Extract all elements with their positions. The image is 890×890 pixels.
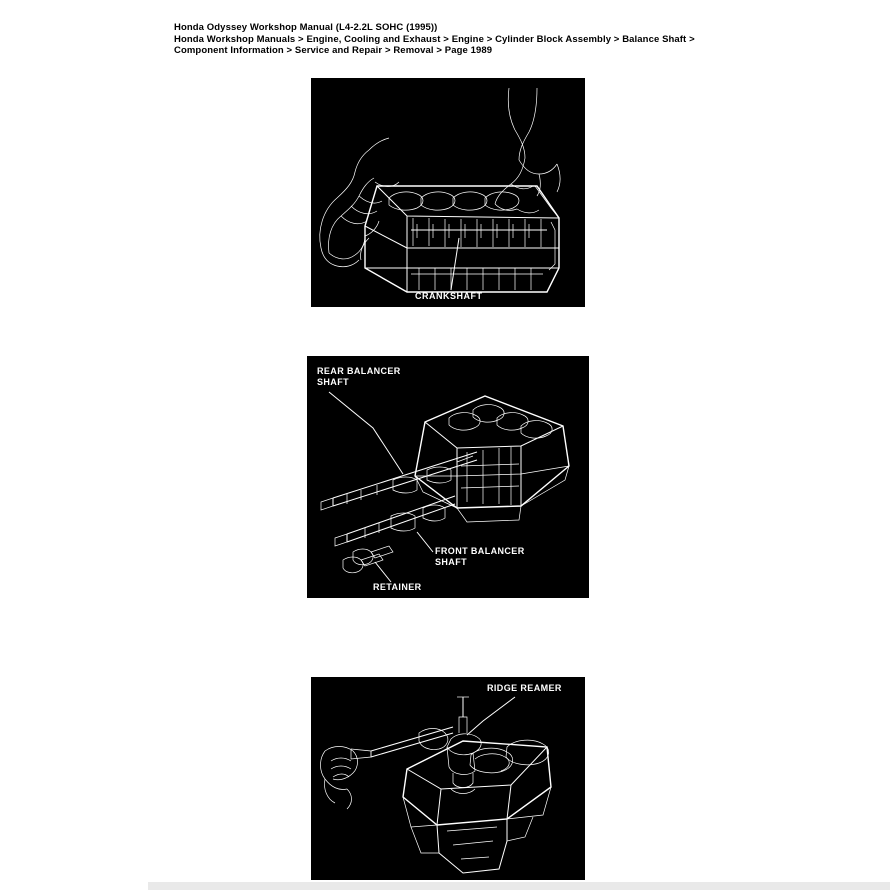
figure-1-label-crankshaft: CRANKSHAFT bbox=[415, 291, 483, 301]
document-header bbox=[174, 22, 814, 57]
figure-2-label-rear-balancer-line2: SHAFT bbox=[317, 377, 349, 387]
page-bottom-strip bbox=[148, 882, 890, 890]
figure-2-label-front-balancer: FRONT BALANCER bbox=[435, 546, 525, 556]
figure-crankshaft-illustration bbox=[311, 78, 585, 307]
page-title: Honda Odyssey Workshop Manual (L4-2.2L SOHC (1995)) bbox=[174, 22, 438, 33]
figure-3-label-ridge-reamer: RIDGE REAMER bbox=[487, 683, 562, 693]
figure-crankshaft bbox=[311, 78, 585, 307]
figure-2-label-rear-balancer: REAR BALANCER bbox=[317, 366, 401, 376]
figure-balancer-shafts-illustration bbox=[307, 356, 589, 598]
figure-2-label-retainer: RETAINER bbox=[373, 582, 422, 592]
figure-ridge-reamer bbox=[311, 677, 585, 880]
breadcrumb-line-2: Component Information > Service and Repair > Removal > Page 1989 bbox=[174, 45, 493, 56]
figure-balancer-shafts bbox=[307, 356, 589, 598]
figure-2-label-front-balancer-line2: SHAFT bbox=[435, 557, 467, 567]
figure-ridge-reamer-illustration bbox=[311, 677, 585, 880]
breadcrumb-line-1: Honda Workshop Manuals > Engine, Cooling and Exhaust > Engine > Cylinder Block Assembly > Balance Shaft > bbox=[174, 33, 695, 45]
